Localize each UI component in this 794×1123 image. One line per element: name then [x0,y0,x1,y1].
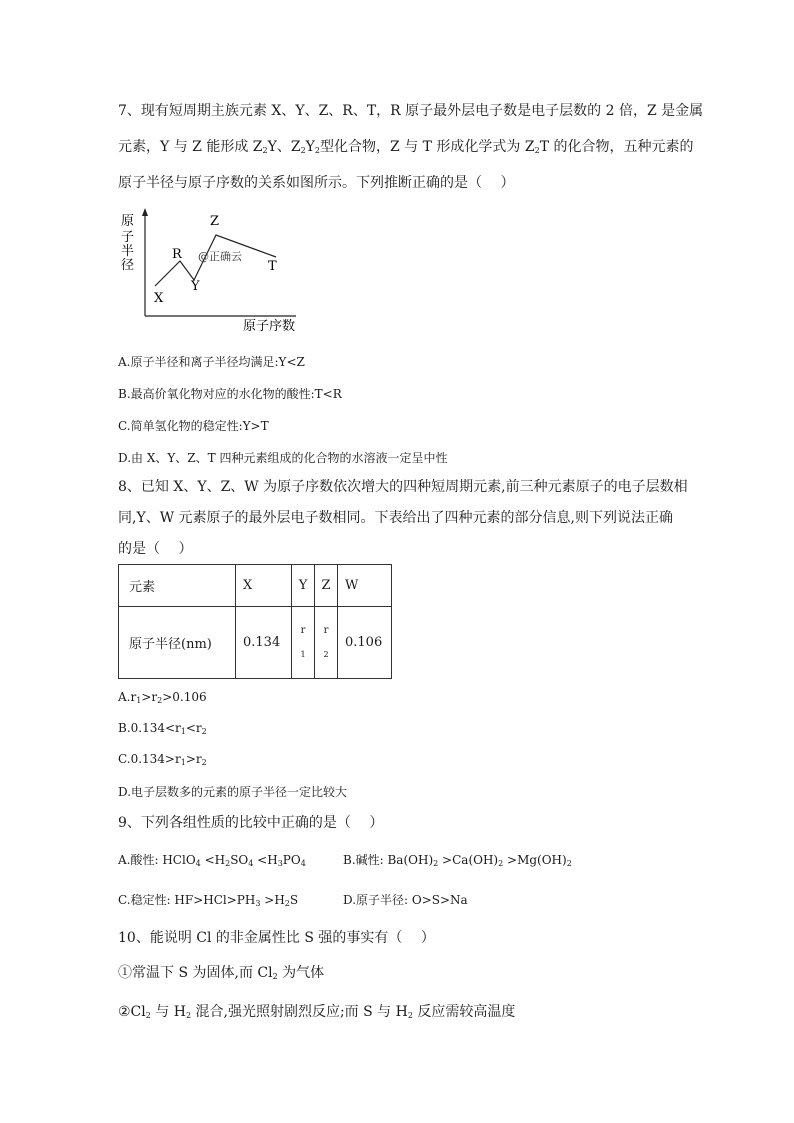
table-row-label: 原子半径(nm) [119,607,236,679]
q7-option-b: B.最高价氧化物对应的水化物的酸性:T<R [118,387,342,401]
q9-option-b: B.碱性: $Ba(OH)_2 >Ca(OH)_2 >Mg(OH)_2$ [343,853,572,868]
point-t-label: T [268,259,277,274]
table-header-y: Y [292,565,315,607]
q10-line-1: 10、能说明 Cl 的非金属性比 S 强的事实有（ ） [118,930,435,946]
q10-statement-1: ①常温下 S 为固体,而 $Cl_2$ 为气体 [118,965,325,981]
point-x-label: X [154,291,164,306]
y-label-2: 子 [121,230,135,245]
q9-option-c: C.稳定性: $HF>HCl>PH_3 >H_2S$ [118,893,299,908]
table-cell-z: r 2 [315,607,338,679]
q7-line-1: 7、现有短周期主族元素 X、Y、Z、R、T，R 原子最外层电子数是电子层数的 2 倍，Z 是金属 [118,103,704,119]
q7-option-d: D.由 X、Y、Z、T 四种元素组成的化合物的水溶液一定呈中性 [118,451,448,465]
table-cell-y: r 1 [292,607,315,679]
y-axis-arrow [142,208,148,216]
q8-line-3: 的是（ ） [118,541,193,557]
q7-graph [118,208,328,338]
q8-option-a: $A.r_1>r_2>0.106$ [118,690,207,705]
watermark-text: @正确云 [198,250,242,263]
q8-line-2: 同,Y、W 元素原子的最外层电子数相同。下表给出了四种元素的部分信息,则下列说法正确 [118,510,673,526]
table-cell-x: 0.134 [236,607,292,679]
q9-line-1: 9、下列各组性质的比较中正确的是（ ） [118,815,384,831]
x-label: 原子序数 [243,319,296,334]
q10-statement-2: $②Cl_2$ 与 $H_2$ 混合,强光照射剧烈反应;而 S 与 $H_2$ 反应需较高温度 [118,1004,516,1020]
point-r-label: R [172,247,182,262]
q9-option-d: D.原子半径: O>S>Na [343,893,468,907]
q8-option-c: $C.0.134>r_1>r_2$ [118,752,207,767]
table-header-w: W [338,565,392,607]
point-y-label: Y [191,279,200,294]
point-z-label: Z [210,214,220,229]
q8-line-1: 8、已知 X、Y、Z、W 为原子序数依次增大的四种短周期元素,前三种元素原子的电子层数相 [118,479,688,495]
table-cell-w: 0.106 [338,607,392,679]
y-label-4: 径 [121,258,135,273]
table-header-x: X [236,565,292,607]
q7-option-c: C.简单氢化物的稳定性:Y>T [118,419,269,433]
y-label-1: 原 [121,214,135,229]
y-label-3: 半 [121,244,135,259]
q7-option-a: A.原子半径和离子半径均满足:Y<Z [118,355,305,369]
table-header-z: Z [315,565,338,607]
q8-option-b: $B.0.134<r_1<r_2$ [118,721,207,736]
q8-option-d: D.电子层数多的元素的原子半径一定比较大 [118,785,348,799]
q8-table [118,564,392,679]
q7-line-2: 元素，Y 与 Z 能形成 $Z_2Y$、$Z_2Y_2$型化合物，Z 与 T 形成化学式为 $Z_2T$ 的化合物，五种元素的 [118,139,694,155]
q9-option-a: A.酸性: HClO$_4$ $<H_2SO_4 <H_3PO_4$ [118,853,306,868]
table-header-element: 元素 [119,565,236,607]
q7-line-3: 原子半径与原子序数的关系如图所示。下列推断正确的是（ ） [118,175,515,191]
